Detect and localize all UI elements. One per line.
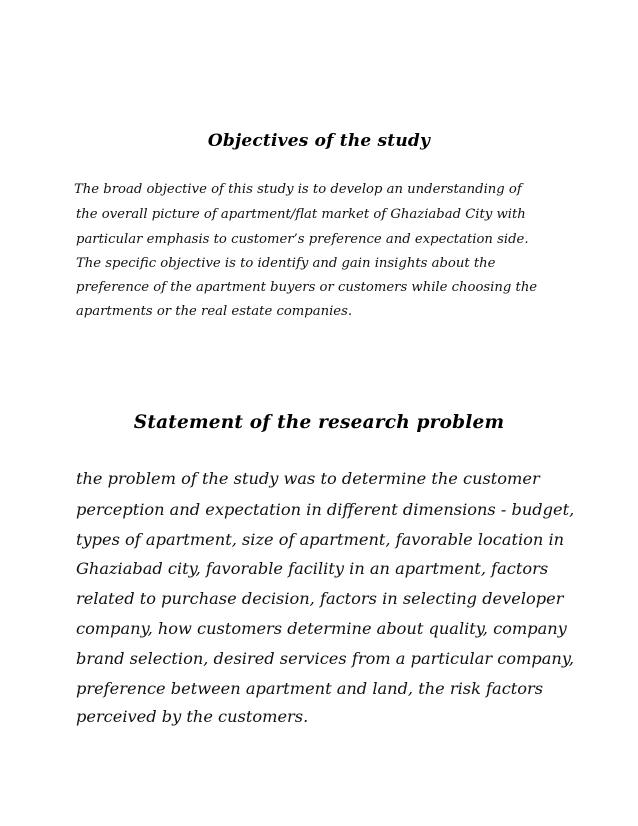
objectives-line-6: apartments or the real estate companies. bbox=[76, 304, 353, 319]
objectives-line-1: The broad objective of this study is to develop an understanding of bbox=[74, 182, 522, 197]
objectives-line-2: the overall picture of apartment/flat market of Ghaziabad City with bbox=[76, 207, 526, 222]
problem-line-9: perceived by the customers. bbox=[76, 707, 309, 726]
problem-line-7: brand selection, desired services from a particular company, bbox=[76, 649, 574, 668]
problem-line-5: related to purchase decision, factors in selecting developer bbox=[76, 589, 564, 608]
objectives-line-4: The specific objective is to identify and gain insights about the bbox=[76, 256, 496, 271]
objectives-line-5: preference of the apartment buyers or customers while choosing the bbox=[76, 280, 538, 295]
problem-line-2: perception and expectation in different dimensions - budget, bbox=[76, 500, 575, 519]
objectives-heading: Objectives of the study bbox=[207, 131, 431, 151]
problem-line-8: preference between apartment and land, the risk factors bbox=[76, 679, 544, 698]
problem-line-6: company, how customers determine about quality, company bbox=[76, 619, 567, 638]
problem-line-1: the problem of the study was to determine the customer bbox=[76, 469, 540, 488]
objectives-line-3: particular emphasis to customer’s preference and expectation side. bbox=[76, 232, 529, 247]
problem-line-4: Ghaziabad city, favorable facility in an apartment, factors bbox=[76, 559, 549, 578]
problem-line-3: types of apartment, size of apartment, favorable location in bbox=[76, 530, 565, 549]
research-problem-heading: Statement of the research problem bbox=[133, 412, 505, 433]
